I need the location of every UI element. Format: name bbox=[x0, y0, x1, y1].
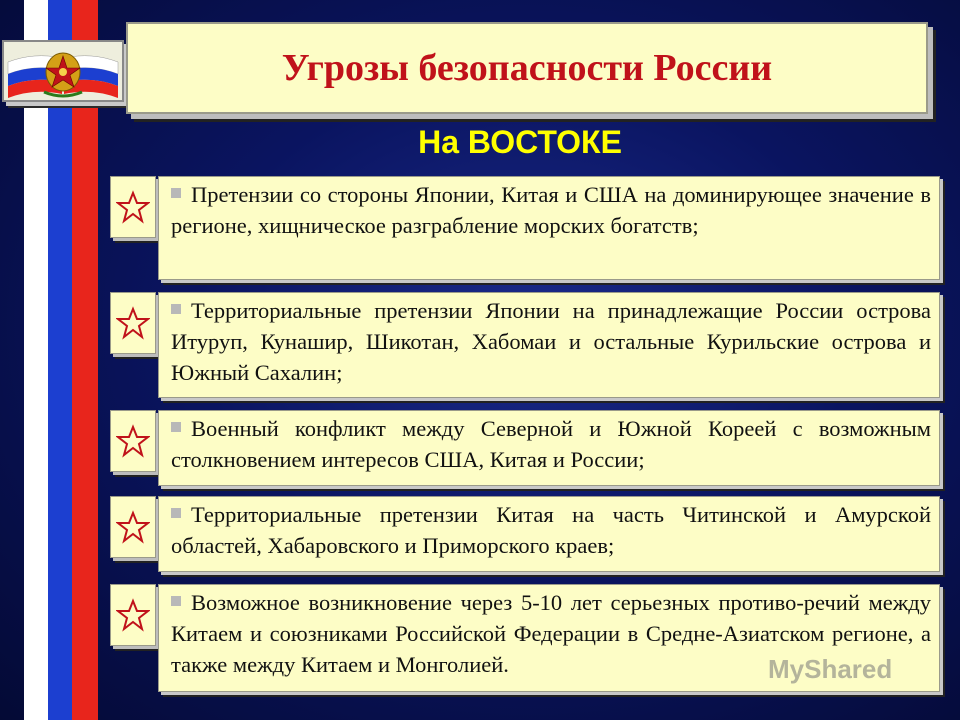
square-bullet-icon bbox=[171, 188, 181, 198]
flag-stripe-red bbox=[72, 0, 98, 720]
threat-card bbox=[158, 292, 940, 398]
star-marker bbox=[110, 176, 156, 238]
square-bullet-icon bbox=[171, 508, 181, 518]
page-title: Угрозы безопасности России bbox=[281, 47, 773, 89]
star-marker bbox=[110, 292, 156, 354]
title-panel bbox=[126, 22, 928, 114]
watermark: MyShared bbox=[768, 654, 893, 684]
star-outline-icon bbox=[116, 190, 150, 224]
square-bullet-icon bbox=[171, 596, 181, 606]
square-bullet-icon bbox=[171, 304, 181, 314]
threat-text: Возможное возникновение через 5-10 лет серьезных противо-речий между Китаем и союзниками Российской Федерации в Средне-Азиатском регионе, а также между Китаем и Монголией. bbox=[171, 590, 931, 677]
threat-text: Военный конфликт между Северной и Южной Кореей с возможным столкновением интересов США, Китая и России; bbox=[171, 416, 931, 472]
star-outline-icon bbox=[116, 424, 150, 458]
star-marker bbox=[110, 496, 156, 558]
star-marker bbox=[110, 584, 156, 646]
square-bullet-icon bbox=[171, 422, 181, 432]
armed-forces-emblem-icon bbox=[4, 42, 122, 100]
region-subtitle: На ВОСТОКЕ bbox=[418, 124, 622, 160]
emblem-panel bbox=[2, 40, 124, 102]
star-marker bbox=[110, 410, 156, 472]
threat-text: Территориальные претензии Китая на часть Читинской и Амурской областей, Хабаровского и Приморского краев; bbox=[171, 502, 931, 558]
threat-card bbox=[158, 410, 940, 486]
threat-card bbox=[158, 496, 940, 572]
flag-stripe-blue bbox=[48, 0, 72, 720]
star-outline-icon bbox=[116, 306, 150, 340]
threat-text: Территориальные претензии Японии на принадлежащие России острова Итуруп, Кунашир, Шикотан, Хабомаи и остальные Курильские острова и Южный Сахалин; bbox=[171, 298, 931, 385]
threat-text: Претензии со стороны Японии, Китая и США на доминирующее значение в регионе, хищническое разграбление морских богатств; bbox=[171, 182, 931, 238]
star-outline-icon bbox=[116, 598, 150, 632]
flag-stripe-white bbox=[24, 0, 48, 720]
star-outline-icon bbox=[116, 510, 150, 544]
threat-card bbox=[158, 176, 940, 280]
